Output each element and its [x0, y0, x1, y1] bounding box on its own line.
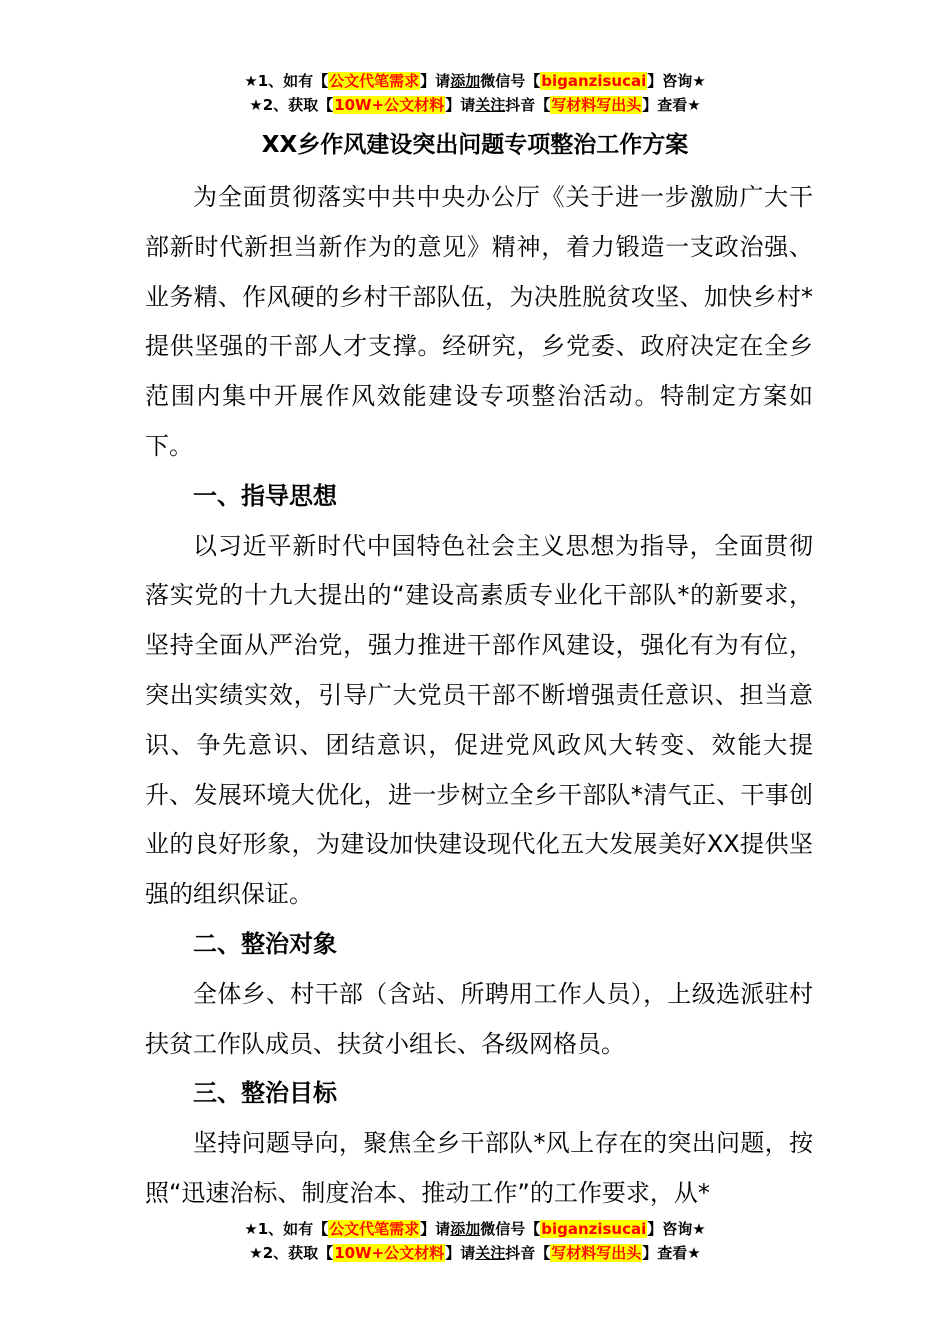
promo-line-1: [0, 70, 950, 94]
promo-highlight-materials: 10W+公文材料: [334, 96, 445, 114]
promo-footer-line-1-mid: 】请: [420, 1220, 451, 1238]
promo-footer-highlight-service: 公文代笔需求: [329, 1220, 420, 1238]
document-body: [145, 173, 813, 1219]
promo-footer-line-2-mid: 】请: [445, 1244, 476, 1262]
section-3-paragraph: 坚持问题导向，聚焦全乡干部队*风上存在的突出问题，按照“迅速治标、制度治本、推动工作”的工作要求，从*: [145, 1129, 813, 1207]
section-1-heading: 一、指导思想: [193, 481, 337, 510]
promo-footer-highlight-wechat-id: biganzisucai: [541, 1220, 647, 1238]
promo-footer-line-1-suffix: 】咨询★: [647, 1220, 706, 1238]
promo-line-2-emphasis: 关注: [475, 96, 506, 114]
promo-highlight-wechat-id: biganzisucai: [541, 72, 647, 90]
section-2-heading: 二、整治对象: [193, 929, 337, 958]
document-title: XX乡作风建设突出问题专项整治工作方案: [261, 132, 689, 158]
promo-footer-line-1-prefix: ★1、如有【: [244, 1220, 329, 1238]
promo-footer-line-2: [0, 1242, 950, 1266]
promo-footer-line-2-mid2: 抖音【: [505, 1244, 551, 1262]
promo-footer-line-1-emphasis: 添加: [450, 1220, 481, 1238]
promo-footer-highlight-douyin-account: 写材料写出头: [551, 1244, 642, 1262]
promo-line-1-emphasis: 添加: [450, 72, 481, 90]
promo-footer: [0, 1218, 950, 1266]
promo-header: [0, 70, 950, 118]
promo-footer-line-2-emphasis: 关注: [475, 1244, 506, 1262]
promo-footer-line-2-prefix: ★2、获取【: [249, 1244, 334, 1262]
promo-line-1-prefix: ★1、如有【: [244, 72, 329, 90]
promo-highlight-service: 公文代笔需求: [329, 72, 420, 90]
promo-footer-highlight-materials: 10W+公文材料: [334, 1244, 445, 1262]
promo-footer-line-1-mid2: 微信号【: [480, 1220, 541, 1238]
promo-line-2-mid: 】请: [445, 96, 476, 114]
promo-line-2: [0, 94, 950, 118]
promo-line-1-mid2: 微信号【: [480, 72, 541, 90]
promo-highlight-douyin-account: 写材料写出头: [551, 96, 642, 114]
section-3-heading: 三、整治目标: [193, 1079, 337, 1108]
promo-line-2-prefix: ★2、获取【: [249, 96, 334, 114]
promo-footer-line-2-suffix: 】查看★: [642, 1244, 701, 1262]
promo-line-1-mid: 】请: [420, 72, 451, 90]
promo-footer-line-1: [0, 1218, 950, 1242]
section-1-paragraph: 以习近平新时代中国特色社会主义思想为指导，全面贯彻落实党的十九大提出的“建设高素质专业化干部队*的新要求，坚持全面从严治党，强力推进干部作风建设，强化有为有位，突出实绩实效，引导广大党员干部不断增强责任意识、担当意识、争先意识、团结意识，促进党风政风大转变、效能大提升、发展环境大优化，进一步树立全乡干部队*清气正、干事创业的良好形象，为建设加快建设现代化五大发展美好XX提供坚强的组织保证。: [145, 531, 813, 909]
section-2-paragraph: 全体乡、村干部（含站、所聘用工作人员），上级选派驻村扶贫工作队成员、扶贫小组长、各级网格员。: [145, 979, 813, 1058]
promo-line-2-mid2: 抖音【: [505, 96, 551, 114]
promo-line-2-suffix: 】查看★: [642, 96, 701, 114]
promo-line-1-suffix: 】咨询★: [647, 72, 706, 90]
intro-paragraph: 为全面贯彻落实中共中央办公厅《关于进一步激励广大干部新时代新担当新作为的意见》精神，着力锻造一支政治强、业务精、作风硬的乡村干部队伍，为决胜脱贫攻坚、加快乡村*提供坚强的干部人才支撑。经研究，乡党委、政府决定在全乡范围内集中开展作风效能建设专项整治活动。特制定方案如下。: [145, 183, 813, 460]
